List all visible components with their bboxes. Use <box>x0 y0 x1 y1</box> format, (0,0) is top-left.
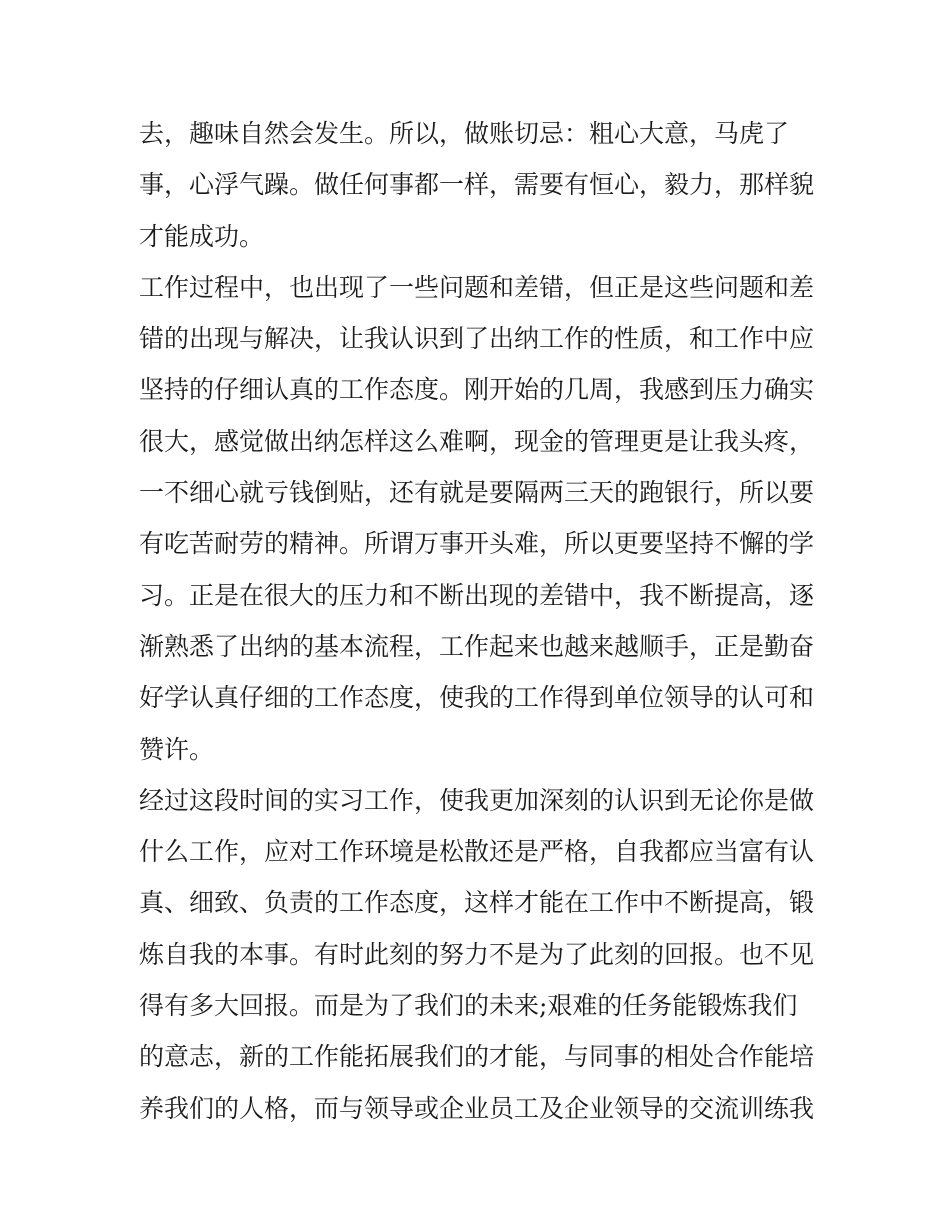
text-line-6: 坚持的仔细认真的工作态度。刚开始的几周，我感到压力确实 <box>139 375 815 405</box>
text-line-10: 习。正是在很大的压力和不断出现的差错中，我不断提高，逐 <box>139 580 815 610</box>
text-line-1: 去，趣味自然会发生。所以，做账切忌：粗心大意，马虎了 <box>139 119 790 148</box>
text-line-20: 养我们的人格，而与领导或企业员工及企业领导的交流训练我 <box>139 1093 815 1123</box>
text-line-13: 赞许。 <box>139 734 215 764</box>
text-line-14: 经过这段时间的实习工作，使我更加深刻的认识到无论你是做 <box>139 785 815 815</box>
text-line-5: 错的出现与解决，让我认识到了出纳工作的性质，和工作中应 <box>139 324 815 354</box>
text-line-4: 工作过程中，也出现了一些问题和差错，但正是这些问题和差 <box>139 272 815 302</box>
text-line-7: 很大，感觉做出纳怎样这么难啊，现金的管理更是让我头疼， <box>139 426 815 456</box>
text-line-2: 事，心浮气躁。做任何事都一样，需要有恒心，毅力，那样貌 <box>139 170 815 200</box>
text-line-12: 好学认真仔细的工作态度，使我的工作得到单位领导的认可和 <box>139 683 815 713</box>
text-line-8: 一不细心就亏钱倒贴，还有就是要隔两三天的跑银行，所以要 <box>139 478 815 508</box>
text-line-9: 有吃苦耐劳的精神。所谓万事开头难，所以更要坚持不懈的学 <box>139 529 815 559</box>
text-line-17: 炼自我的本事。有时此刻的努力不是为了此刻的回报。也不见 <box>139 939 815 969</box>
text-line-3: 才能成功。 <box>139 221 265 251</box>
text-line-19: 的意志，新的工作能拓展我们的才能，与同事的相处合作能培 <box>139 1042 815 1072</box>
text-line-11: 渐熟悉了出纳的基本流程，工作起来也越来越顺手，正是勤奋 <box>139 631 815 661</box>
text-line-15: 什么工作，应对工作环境是松散还是严格，自我都应当富有认 <box>139 837 815 867</box>
body-text <box>139 108 819 1134</box>
text-line-16: 真、细致、负责的工作态度，这样才能在工作中不断提高，锻 <box>139 888 815 918</box>
text-line-18: 得有多大回报。而是为了我们的未来;艰难的任务能锻炼我们 <box>139 991 798 1021</box>
